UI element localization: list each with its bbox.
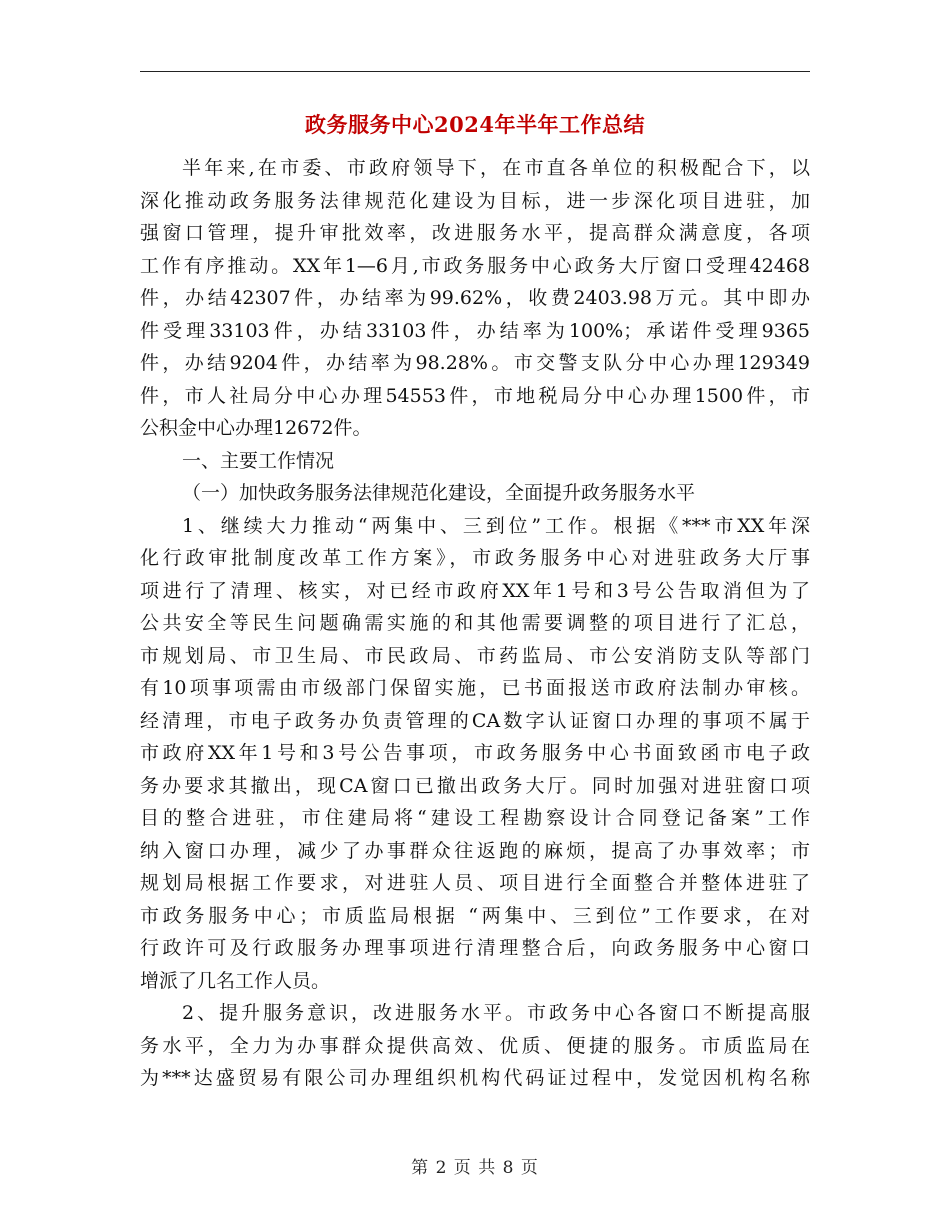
text-line: 1、继续大力推动“两集中、三到位”工作。根据《***市XX年深 <box>182 514 810 537</box>
subsection-heading: （一）加快政务服务法律规范化建设，全面提升政务服务水平 <box>182 482 696 504</box>
text-line: 件，办结9204件，办结率为98.28%。市交警支队分中心办理129349 <box>140 352 810 374</box>
text-line: 务办要求其撤出，现CA窗口已撤出政务大厅。同时加强对进驻窗口项 <box>140 774 810 797</box>
text-line: 项进行了清理、核实，对已经市政府XX年1号和3号公告取消但为了 <box>140 579 810 602</box>
text-line: 务水平，全力为办事群众提供高效、优质、便捷的服务。市质监局在 <box>140 1034 810 1057</box>
document-body <box>140 152 810 1095</box>
text-line: 行政许可及行政服务办理事项进行清理整合后，向政务服务中心窗口 <box>140 937 810 959</box>
section-heading: 一、主要工作情况 <box>182 449 335 472</box>
text-line: 2、提升服务意识，改进服务水平。市政务中心各窗口不断提高服 <box>182 1002 810 1024</box>
text-line: 公积金中心办理12672件。 <box>140 417 372 439</box>
page-number: 第 2 页 共 8 页 <box>411 1158 539 1178</box>
text-line: 件，办结42307件，办结率为99.62%，收费2403.98万元。其中即办 <box>140 287 810 309</box>
text-line: 工作有序推动。XX年1—6月,市政务服务中心政务大厅窗口受理42468 <box>140 254 810 277</box>
text-line: 纳入窗口办理，减少了办事群众往返跑的麻烦，提高了办事效率；市 <box>140 839 810 862</box>
text-line: 增派了几名工作人员。 <box>140 969 331 992</box>
text-line: 件，市人社局分中心办理54553件，市地税局分中心办理1500件，市 <box>140 384 810 407</box>
text-line: 市规划局、市卫生局、市民政局、市药监局、市公安消防支队等部门 <box>140 644 810 667</box>
text-line: 公共安全等民生问题确需实施的和其他需要调整的项目进行了汇总， <box>140 612 810 634</box>
text-line: 规划局根据工作要求，对进驻人员、项目进行全面整合并整体进驻了 <box>140 872 810 894</box>
text-line: 有10项事项需由市级部门保留实施，已书面报送市政府法制办审核。 <box>140 677 810 699</box>
text-line: 件受理33103件，办结33103件，办结率为100%；承诺件受理9365 <box>140 319 810 342</box>
text-line: 市政务服务中心；市质监局根据 “两集中、三到位”工作要求，在对 <box>140 904 810 927</box>
text-line: 目的整合进驻，市住建局将“建设工程勘察设计合同登记备案”工作 <box>140 807 810 829</box>
text-line: 为***达盛贸易有限公司办理组织机构代码证过程中，发觉因机构名称 <box>140 1067 810 1089</box>
text-line: 市政府XX年1号和3号公告事项，市政务服务中心书面致函市电子政 <box>140 742 810 764</box>
text-line: 强窗口管理，提升审批效率，改进服务水平，提高群众满意度，各项 <box>140 222 810 244</box>
text-line: 化行政审批制度改革工作方案》，市政务服务中心对进驻政务大厅事 <box>140 547 810 569</box>
document-title: 政务服务中心2024年半年工作总结 <box>305 112 645 137</box>
header-rule <box>140 71 810 72</box>
text-line: 深化推动政务服务法律规范化建设为目标，进一步深化项目进驻，加 <box>140 189 810 212</box>
text-line: 经清理，市电子政务办负责管理的CA数字认证窗口办理的事项不属于 <box>140 709 810 732</box>
text-line: 半年来,在市委、市政府领导下，在市直各单位的积极配合下，以 <box>182 157 810 179</box>
